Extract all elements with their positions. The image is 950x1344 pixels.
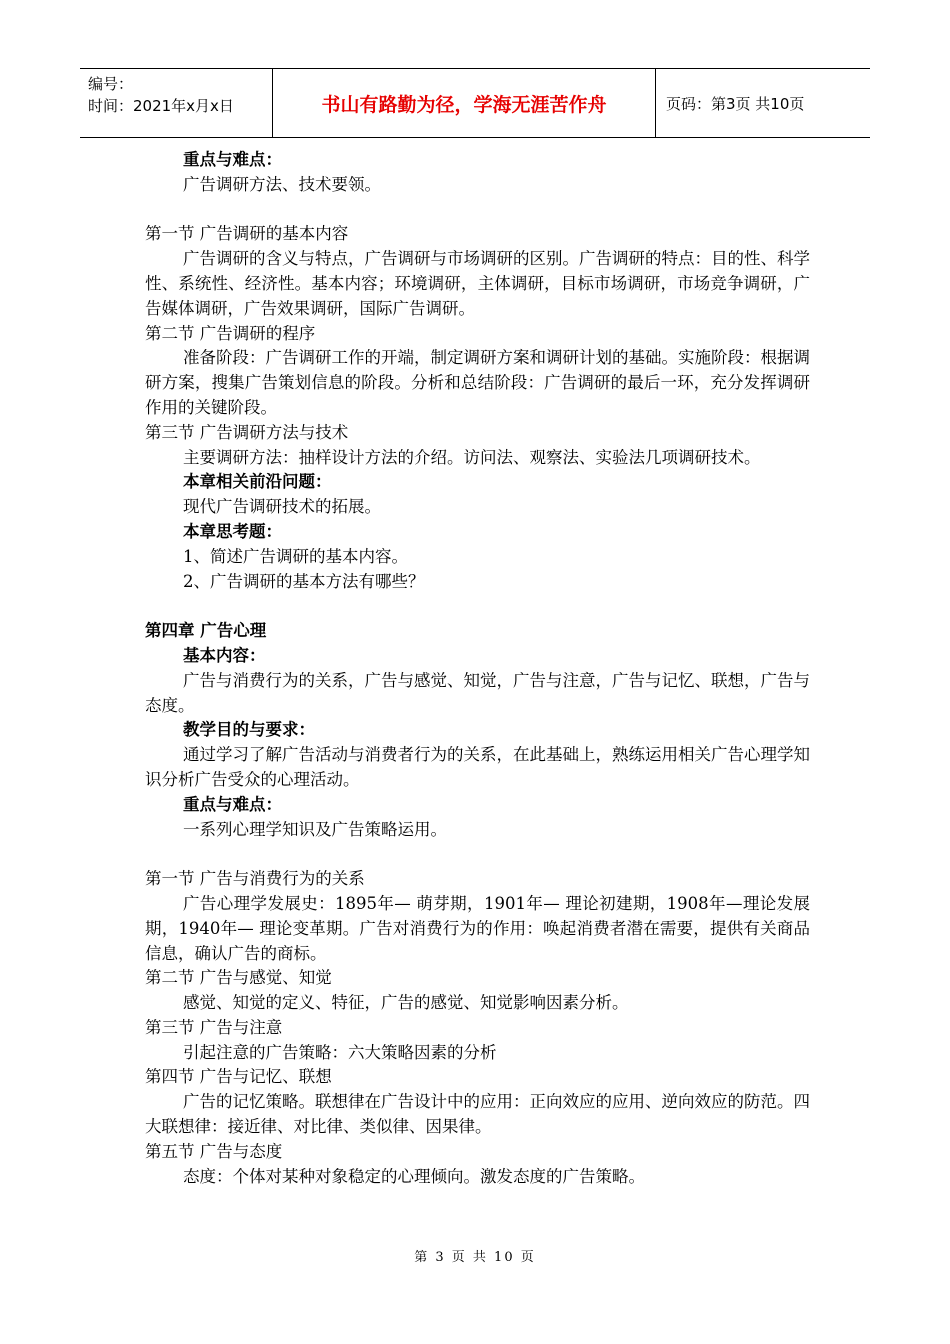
paragraph: 广告的记忆策略。联想律在广告设计中的应用：正向效应的应用、逆向效应的防范。四大联想律：接近律、对比律、类似律、因果律。 — [145, 1092, 810, 1137]
page-header — [80, 68, 870, 138]
paragraph: 通过学习了解广告活动与消费者行为的关系，在此基础上，熟练运用相关广告心理学知识分析广告受众的心理活动。 — [145, 745, 810, 789]
section-title: 第三节 广告与注意 — [145, 1017, 283, 1037]
heading-key-points: 重点与难点： — [183, 150, 282, 169]
section-title: 第二节 广告与感觉、知觉 — [145, 968, 332, 988]
paragraph: 态度：个体对某种对象稳定的心理倾向。激发态度的广告策略。 — [183, 1166, 645, 1186]
heading-basic-content: 基本内容： — [183, 645, 266, 665]
paragraph: 一系列心理学知识及广告策略运用。 — [183, 819, 447, 839]
paragraph: 感觉、知觉的定义、特征，广告的感觉、知觉影响因素分析。 — [183, 993, 629, 1013]
heading-frontier: 本章相关前沿问题： — [183, 472, 332, 492]
question-item: 1、简述广告调研的基本内容。 — [183, 546, 408, 566]
paragraph: 引起注意的广告策略：六大策略因素的分析 — [183, 1042, 497, 1062]
paragraph: 广告调研方法、技术要领。 — [183, 174, 381, 194]
page-footer: 第 3 页 共 10 页 — [414, 1250, 536, 1265]
heading-key-points: 重点与难点： — [183, 794, 282, 814]
header-motto: 书山有路勤为径，学海无涯苦作舟 — [273, 69, 656, 137]
section-title: 第二节 广告调研的程序 — [145, 323, 316, 343]
paragraph: 广告调研的含义与特点，广告调研与市场调研的区别。广告调研的特点：目的性、科学性、系统性、经济性。基本内容；环境调研，主体调研，目标市场调研，市场竞争调研，广告媒体调研，广告效果调研，国际广告调研。 — [145, 249, 810, 318]
section-title: 第一节 广告与消费行为的关系 — [145, 869, 365, 889]
header-meta — [80, 69, 273, 137]
section-title: 第五节 广告与态度 — [145, 1141, 283, 1161]
section-title: 第四节 广告与记忆、联想 — [145, 1067, 332, 1087]
paragraph: 现代广告调研技术的拓展。 — [183, 497, 381, 517]
paragraph: 广告心理学发展史：1895年— 萌芽期，1901年— 理论初建期，1908年—理论发展期，1940年— 理论变革期。广告对消费行为的作用：唤起消费者潜在需要，提供有关商品信息，确认广告的商标。 — [145, 893, 810, 963]
section-title: 第一节 广告调研的基本内容 — [145, 224, 349, 244]
section-title: 第三节 广告调研方法与技术 — [145, 422, 349, 442]
heading-teaching-goals: 教学目的与要求： — [183, 720, 315, 740]
question-item: 2、广告调研的基本方法有哪些？ — [183, 571, 425, 591]
code-label: 编号： — [88, 75, 134, 93]
date-line: 时间：2021年x月x日 — [88, 97, 234, 115]
chapter-title: 第四章 广告心理 — [145, 621, 267, 641]
paragraph: 主要调研方法：抽样设计方法的介绍。访问法、观察法、实验法几项调研技术。 — [183, 447, 761, 467]
document-body — [145, 148, 810, 1189]
header-page-info: 页码：第3页 共10页 — [666, 94, 805, 113]
heading-questions: 本章思考题： — [183, 521, 282, 541]
paragraph: 广告与消费行为的关系，广告与感觉、知觉，广告与注意，广告与记忆、联想，广告与态度。 — [145, 670, 810, 715]
paragraph: 准备阶段：广告调研工作的开端，制定调研方案和调研计划的基础。实施阶段：根据调研方案，搜集广告策划信息的阶段。分析和总结阶段：广告调研的最后一环，充分发挥调研作用的关键阶段。 — [145, 348, 810, 417]
